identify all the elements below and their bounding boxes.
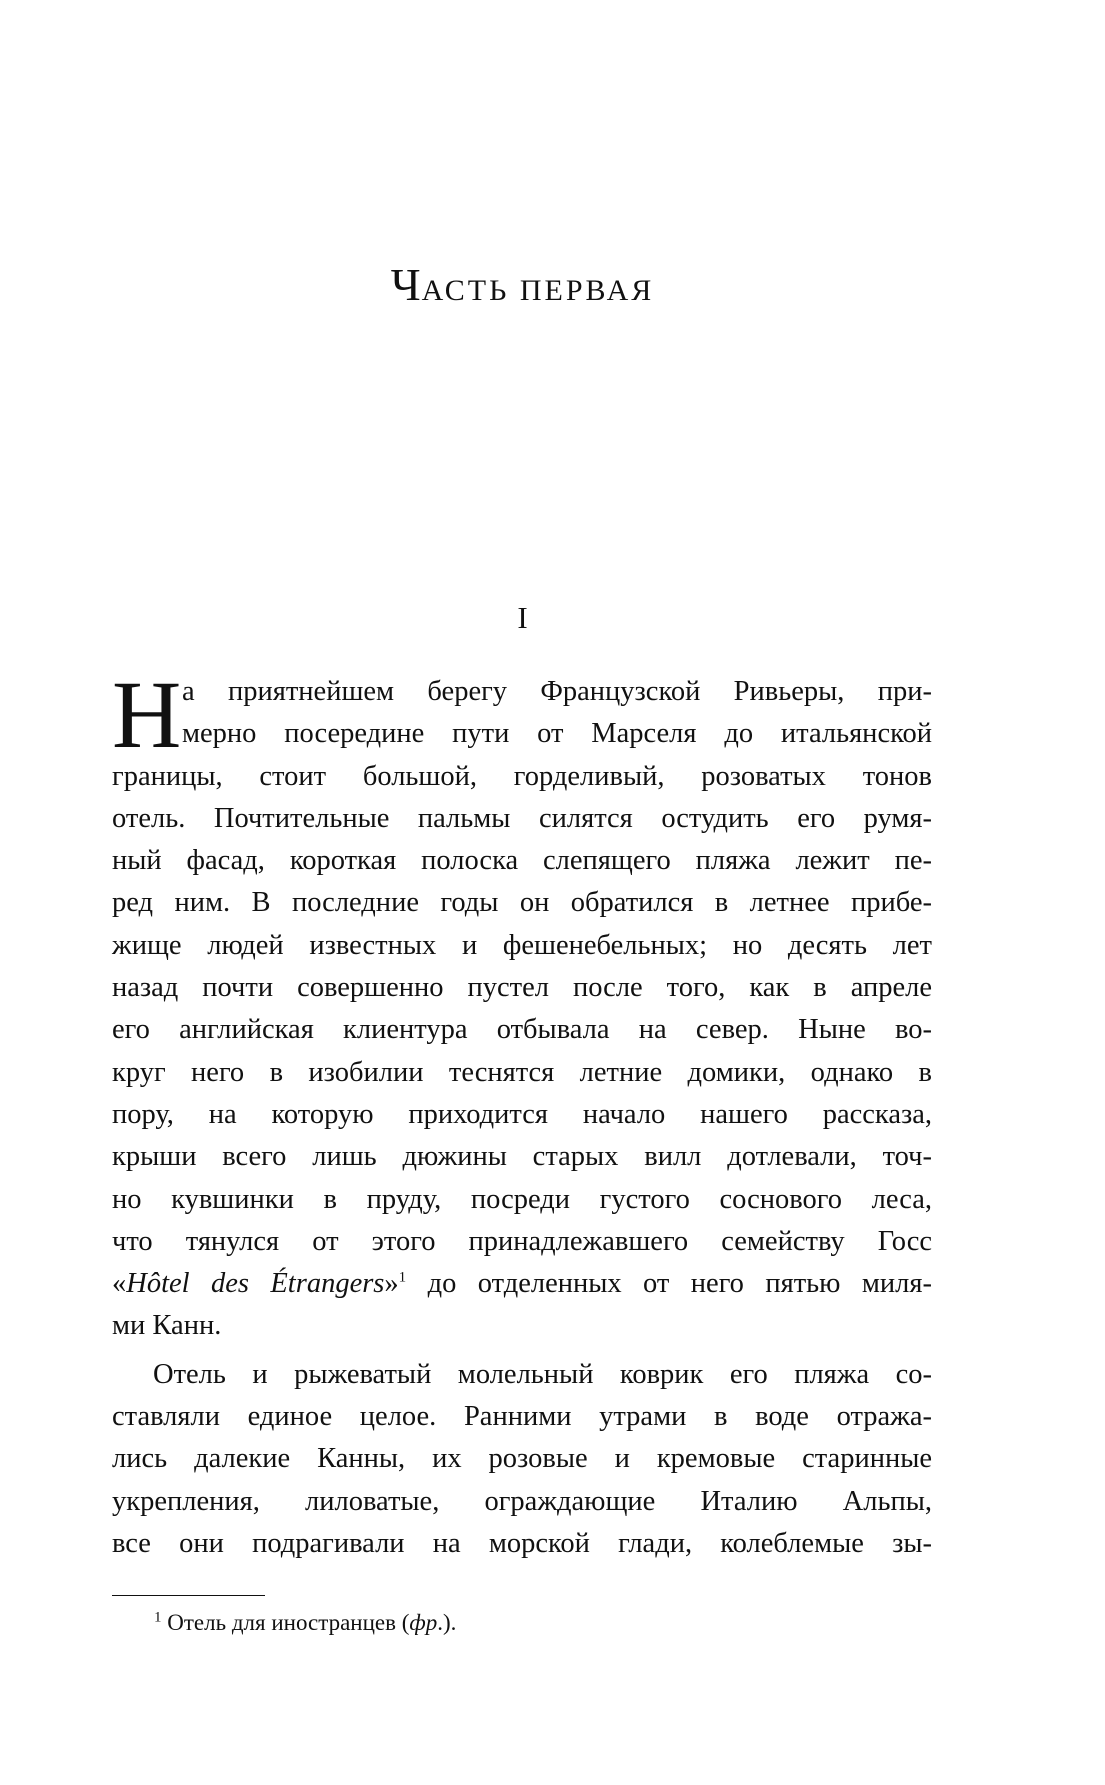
text-line: его английская клиентура отбывала на север. Ныне во- [112, 1014, 932, 1046]
footnote [154, 1610, 456, 1636]
text-line: границы, стоит большой, горделивый, розоватых тонов [112, 760, 932, 792]
text-line: все они подрагивали на морской глади, колеблемые зы- [112, 1527, 932, 1559]
quote-close: » [384, 1268, 399, 1300]
footnote-marker: 1 [154, 1609, 162, 1626]
footnote-text-after: .). [437, 1610, 457, 1635]
text-line: что тянулся от этого принадлежавшего семейству Госс [112, 1225, 932, 1257]
footnote-text-before: Отель для иностранцев ( [161, 1610, 410, 1635]
hotel-line-rest: до отделенных от него пятью миля- [406, 1268, 932, 1300]
hotel-name: Hôtel des Étrangers [126, 1268, 385, 1300]
quote-open: « [112, 1268, 127, 1300]
drop-cap: Н [112, 661, 182, 768]
footnote-reference[interactable]: 1 [398, 1269, 407, 1286]
footnote-text-italic: фр [409, 1610, 438, 1635]
text-line: назад почти совершенно пустел после того, как в апреле [112, 972, 932, 1004]
text-line: мерно посередине пути от Марселя до итальянской [182, 718, 932, 750]
text-line: ный фасад, короткая полоска слепящего пляжа лежит пе- [112, 845, 932, 877]
text-line: круг него в изобилии теснятся летние домики, однако в [112, 1056, 932, 1088]
text-line: крыши всего лишь дюжины старых вилл дотлевали, точ- [112, 1141, 932, 1173]
text-line-hotel [112, 1263, 932, 1305]
text-line: жище людей известных и фешенебельных; но десять лет [112, 929, 932, 961]
paragraph-2 [112, 1354, 932, 1565]
body-text [112, 661, 932, 1565]
part-title-initial: Ч [390, 259, 422, 310]
paragraph-1 [112, 661, 932, 1348]
text-line: Отель и рыжеватый молельный коврик его пляжа со- [153, 1358, 932, 1390]
text-line: отель. Почтительные пальмы силятся остудить его румя- [112, 802, 932, 834]
chapter-number: I [517, 600, 528, 635]
text-line: а приятнейшем берегу Французской Ривьеры, при- [182, 676, 932, 707]
text-line: ставляли единое целое. Ранними утрами в воде отража- [112, 1401, 932, 1433]
text-line: пору, на которую приходится начало нашего рассказа, [112, 1098, 932, 1130]
text-line: лись далекие Канны, их розовые и кремовые старинные [112, 1443, 932, 1475]
part-title-rest: АСТЬ ПЕРВАЯ [421, 274, 655, 307]
text-line: ред ним. В последние годы он обратился в летнее прибе- [112, 887, 932, 919]
footnote-divider [112, 1595, 265, 1596]
part-title [0, 258, 1045, 311]
text-line: ми Канн. [112, 1310, 222, 1342]
text-line: но кувшинки в пруду, посреди густого соснового леса, [112, 1183, 932, 1215]
text-line: укрепления, лиловатые, ограждающие Италию Альпы, [112, 1485, 932, 1517]
